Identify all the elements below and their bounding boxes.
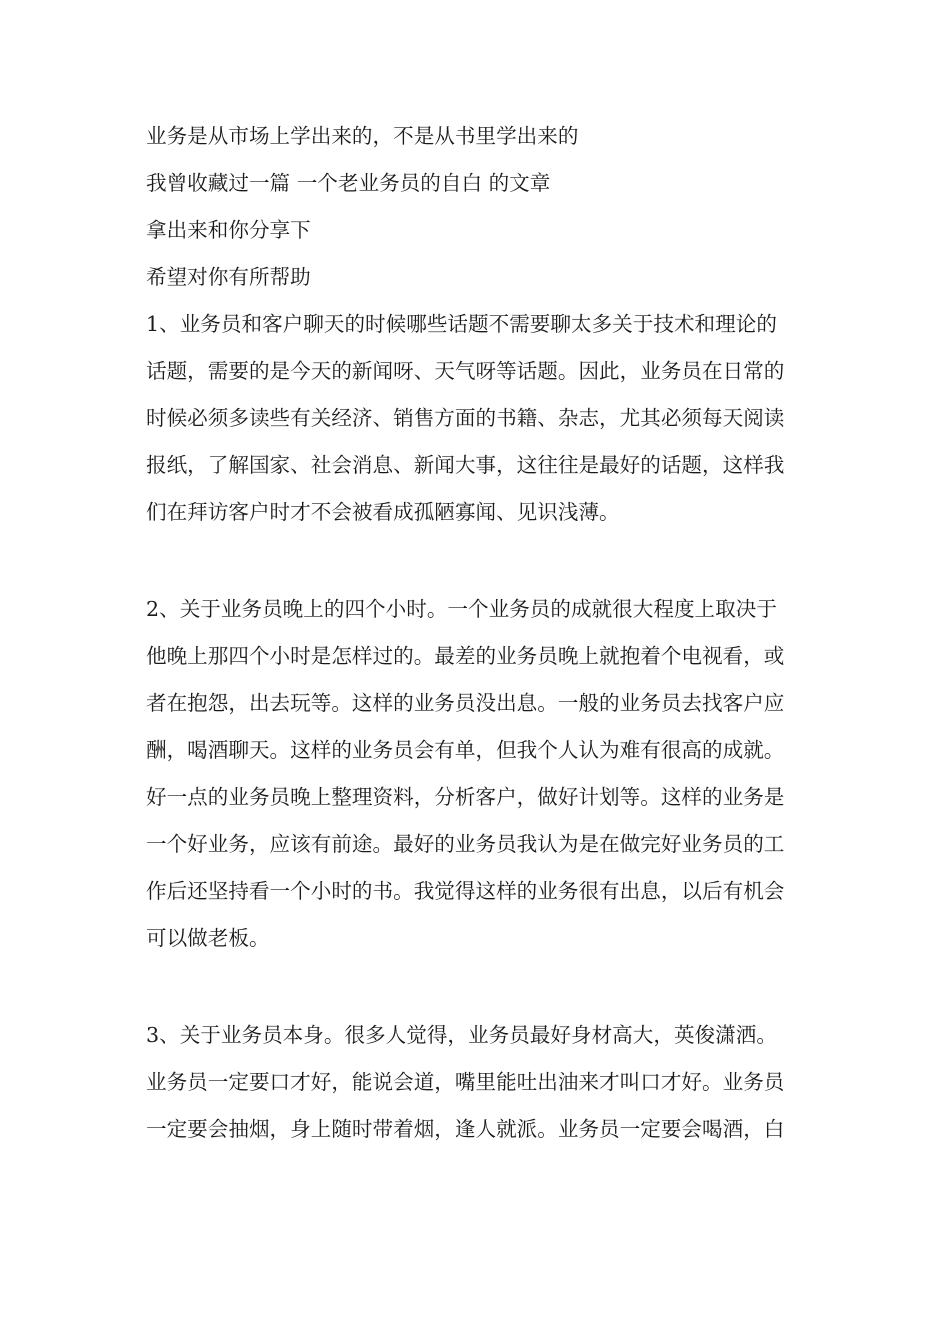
intro-line: 业务是从市场上学出来的，不是从书里学出来的 — [146, 124, 579, 148]
paragraph-line: 们在拜访客户时才不会被看成孤陋寡闻、见识浅薄。 — [146, 500, 620, 524]
intro-section — [146, 113, 812, 301]
paragraph-line: 一定要会抽烟，身上随时带着烟，逢人就派。业务员一定要会喝酒，白 — [146, 1117, 785, 1141]
paragraph-2 — [146, 586, 812, 962]
paragraph-3 — [146, 1012, 812, 1153]
intro-line: 希望对你有所帮助 — [146, 265, 311, 289]
paragraph-spacer — [146, 536, 812, 586]
paragraph-line: 业务员一定要口才好，能说会道，嘴里能吐出油来才叫口才好。业务员 — [146, 1070, 785, 1094]
paragraph-line: 3、关于业务员本身。很多人觉得，业务员最好身材高大，英俊潇洒。 — [146, 1023, 777, 1047]
paragraph-line: 一个好业务，应该有前途。最好的业务员我认为是在做完好业务员的工 — [146, 832, 785, 856]
paragraph-line: 好一点的业务员晚上整理资料，分析客户，做好计划等。这样的业务是 — [146, 785, 785, 809]
paragraph-1 — [146, 301, 812, 536]
intro-line: 拿出来和你分享下 — [146, 218, 311, 242]
paragraph-line: 他晚上那四个小时是怎样过的。最差的业务员晚上就抱着个电视看，或 — [146, 644, 785, 668]
paragraph-line: 2、关于业务员晚上的四个小时。一个业务员的成就很大程度上取决于 — [146, 597, 777, 621]
paragraph-line: 1、业务员和客户聊天的时候哪些话题不需要聊太多关于技术和理论的 — [146, 312, 777, 336]
paragraph-line: 报纸，了解国家、社会消息、新闻大事，这往往是最好的话题，这样我 — [146, 453, 785, 477]
paragraph-line: 可以做老板。 — [146, 926, 270, 950]
intro-line: 我曾收藏过一篇 一个老业务员的自白 的文章 — [146, 171, 551, 195]
paragraph-line: 时候必须多读些有关经济、销售方面的书籍、杂志，尤其必须每天阅读 — [146, 406, 785, 430]
paragraph-line: 酬，喝酒聊天。这样的业务员会有单，但我个人认为难有很高的成就。 — [146, 738, 785, 762]
paragraph-spacer — [146, 962, 812, 1012]
paragraph-line: 者在抱怨，出去玩等。这样的业务员没出息。一般的业务员去找客户应 — [146, 691, 785, 715]
paragraph-line: 作后还坚持看一个小时的书。我觉得这样的业务很有出息，以后有机会 — [146, 879, 785, 903]
document-body — [146, 113, 812, 1153]
paragraph-line: 话题，需要的是今天的新闻呀、天气呀等话题。因此，业务员在日常的 — [146, 359, 785, 383]
